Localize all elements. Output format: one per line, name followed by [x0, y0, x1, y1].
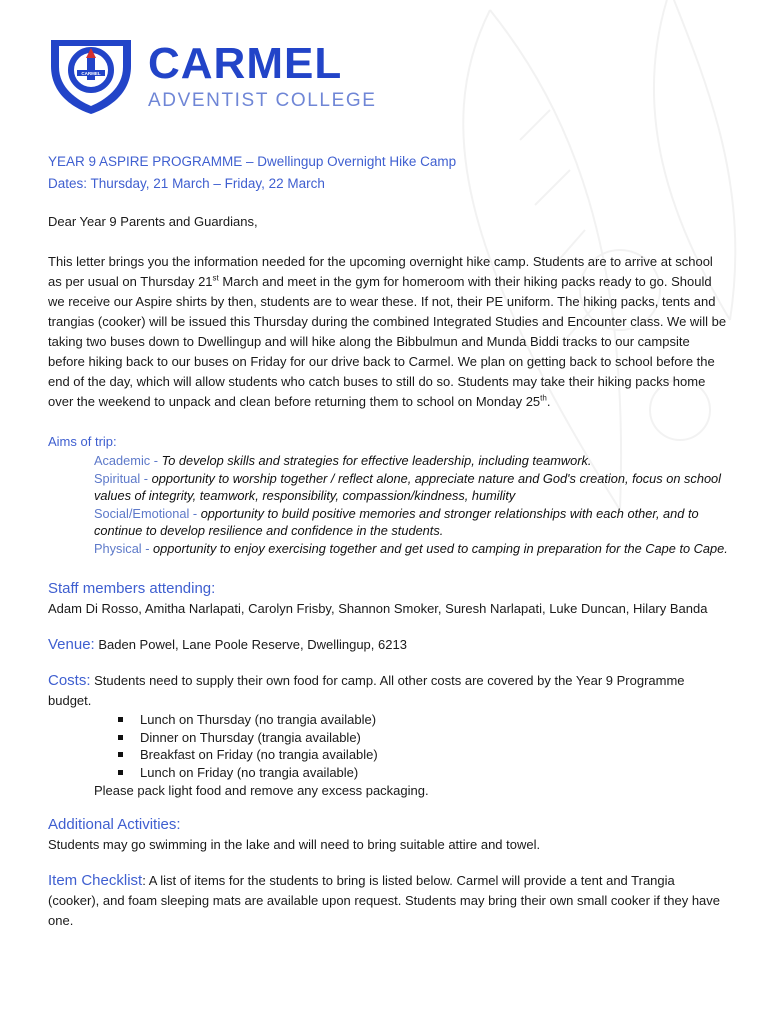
costs-text: Students need to supply their own food for camp. All other costs are covered by the Year 9 Programme budget. — [48, 673, 685, 708]
checklist-text: : A list of items for the students to bring is listed below. Carmel will provide a tent and Trangia (cooker), and foam sleeping mats are available upon request. Students may bring their own small cooker if they have one. — [48, 873, 721, 928]
letter-body — [48, 152, 728, 931]
aim-physical: Physical - opportunity to enjoy exercising together and get used to camping in preparation for the Cape to Cape. — [94, 540, 728, 556]
list-item: Dinner on Thursday (trangia available) — [118, 729, 728, 747]
list-item: Breakfast on Friday (no trangia available) — [118, 746, 728, 764]
college-crest-logo — [47, 36, 135, 116]
greeting: Dear Year 9 Parents and Guardians, — [48, 214, 258, 229]
programme-dates: Dates: Thursday, 21 March – Friday, 22 March — [48, 176, 325, 191]
staff-heading: Staff members attending: — [48, 580, 216, 597]
intro-paragraph: This letter brings you the information needed for the upcoming overnight hike camp. Students are to arrive at school as per usual on Thursday 21st March and meet in the gym for homeroom with their hiking packs ready to go. Should we receive our Aspire shirts by then, students are to wear these. If not, their PE uniform. The hiking packs, tents and trangias (cooker) will be issued this Thursday during the combined Integrated Studies and Encounter class. We will be taking two buses down to Dwellingup and will hike along the Bibbulmun and Munda Biddi tracks to our campsite before hiking back to our buses on Friday for our drive back to Carmel. We plan on getting back to school before the end of the day, which will allow students who catch buses to still do so. Students may take their hiking packs home over the weekend to unpack and clean before returning them to school on Monday 25th. — [48, 254, 727, 409]
list-item: Lunch on Friday (no trangia available) — [118, 764, 728, 782]
brand-block — [148, 39, 377, 112]
costs-line — [48, 671, 728, 711]
checklist-paragraph — [48, 871, 728, 931]
aims-list — [94, 452, 728, 557]
aims-heading: Aims of trip: — [48, 434, 117, 449]
brand-name: CARMEL — [148, 39, 343, 88]
checklist-heading: Item Checklist — [48, 872, 143, 889]
venue-line — [48, 635, 728, 655]
additional-heading: Additional Activities: — [48, 816, 181, 833]
svg-text:CARMEL: CARMEL — [81, 71, 101, 76]
venue-text: Baden Powel, Lane Poole Reserve, Dwellingup, 6213 — [98, 637, 407, 652]
staff-names: Adam Di Rosso, Amitha Narlapati, Carolyn Frisby, Shannon Smoker, Suresh Narlapati, Luke Duncan, Hilary Banda — [48, 601, 708, 616]
aim-spiritual: Spiritual - opportunity to worship together / reflect alone, appreciate nature and God's creation, focus on school values of integrity, teamwork, responsibility, compassion/kindness, humility — [94, 470, 722, 503]
costs-heading: Costs: — [48, 672, 91, 689]
list-item: Lunch on Thursday (no trangia available) — [118, 711, 728, 729]
costs-list — [118, 711, 728, 781]
additional-text: Students may go swimming in the lake and will need to bring suitable attire and towel. — [48, 837, 541, 852]
aim-academic: Academic - To develop skills and strategies for effective leadership, including teamwork. — [94, 453, 592, 468]
venue-heading: Venue: — [48, 636, 95, 653]
aim-social-emotional: Social/Emotional - opportunity to build positive memories and stronger relationships with each other, and to continue to develop resilience and confidence in the students. — [94, 505, 699, 538]
costs-note: Please pack light food and remove any excess packaging. — [94, 783, 429, 798]
programme-title: YEAR 9 ASPIRE PROGRAMME – Dwellingup Overnight Hike Camp — [48, 154, 457, 169]
brand-subtitle: ADVENTIST COLLEGE — [148, 90, 377, 111]
